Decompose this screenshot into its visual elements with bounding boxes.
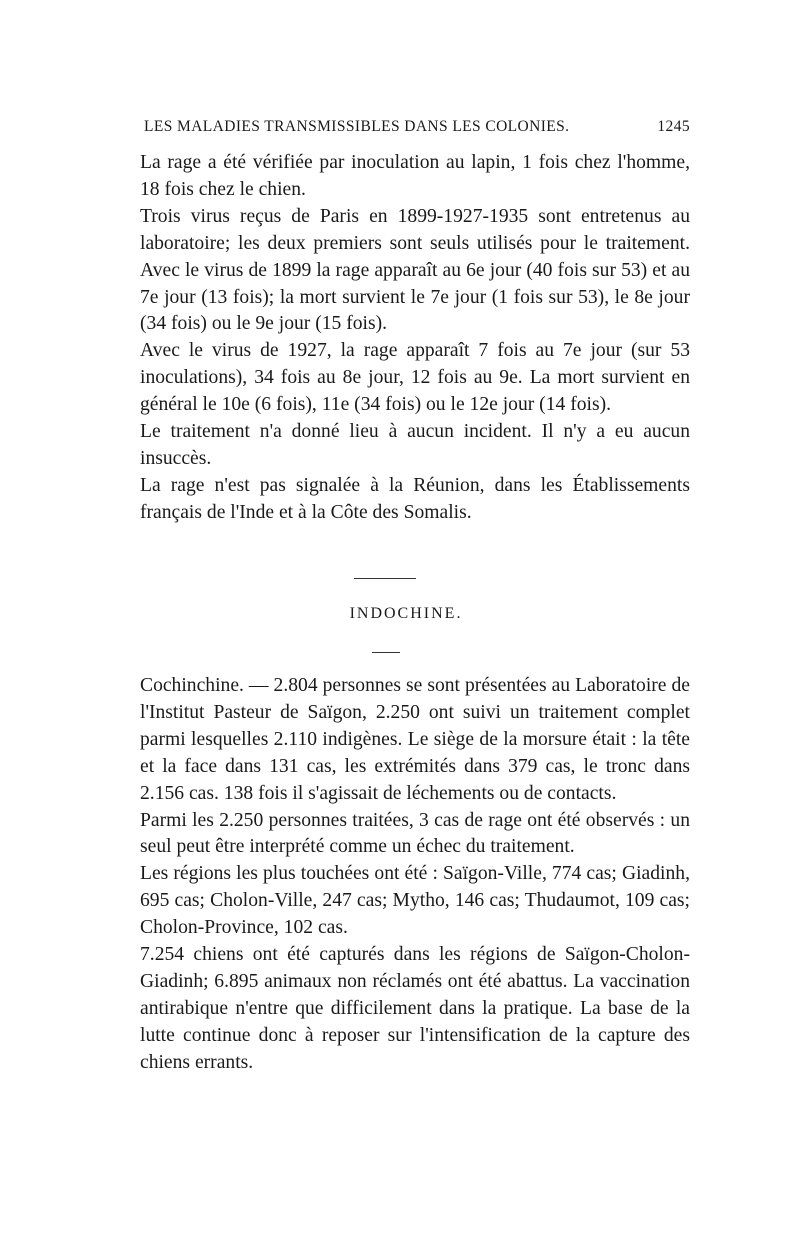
- section-divider-top: [354, 578, 416, 579]
- running-title: LES MALADIES TRANSMISSIBLES DANS LES COLONIES.: [144, 118, 570, 135]
- paragraph-treatment-outcome: Le traitement n'a donné lieu à aucun incident. Il n'y a eu aucun insuccès.: [140, 421, 690, 469]
- paragraph-not-reported: La rage n'est pas signalée à la Réunion, dans les Établissements français de l'Inde et à la Côte des Somalis.: [140, 474, 690, 523]
- paragraph-cochinchine: Cochinchine. — 2.804 personnes se sont présentées au Laboratoire de l'Institut Pasteur de Saïgon, 2.250 ont suivi un traitement complet parmi lesquelles 2.110 indigènes. Le siège de la morsure était : la tête et la face dans 131 cas, les extrémités dans 379 cas, le tronc dans 2.156 cas. 138 fois il s'agissait de léchements ou de contacts.: [140, 675, 690, 804]
- paragraph-rabies-verified: La rage a été vérifiée par inoculation au lapin, 1 fois chez l'homme, 18 fois chez le chien.: [140, 152, 690, 200]
- section-divider-bottom: [372, 652, 400, 653]
- paragraph-treated-cases: Parmi les 2.250 personnes traitées, 3 cas de rage ont été observés : un seul peut être interprété comme un échec du traitement.: [140, 809, 690, 858]
- page-number: 1245: [657, 118, 690, 135]
- rabies-report-block: [140, 150, 690, 527]
- indochina-report-block: [140, 673, 690, 1077]
- running-header: [144, 118, 690, 136]
- paragraph-virus-1927: Avec le virus de 1927, la rage apparaît 7 fois au 7e jour (sur 53 inoculations), 34 fois au 8e jour, 12 fois au 9e. La mort survient en général le 10e (6 fois), 11e (34 fois) ou le 12e jour (14 fois).: [140, 340, 690, 416]
- paragraph-dog-capture: 7.254 chiens ont été capturés dans les régions de Saïgon-Cholon-Giadinh; 6.895 animaux non réclamés ont été abattus. La vaccination antirabique n'entre que difficilement dans la pratique. La base de la lutte continue donc à reposer sur l'intensification de la capture des chiens errants.: [140, 944, 690, 1073]
- paragraph-virus-strains: Trois virus reçus de Paris en 1899-1927-1935 sont entretenus au laboratoire; les deux premiers sont seuls utilisés pour le traitement. Avec le virus de 1899 la rage apparaît au 6e jour (40 fois sur 53) et au 7e jour (13 fois); la mort survient le 7e jour (1 fois sur 53), le 8e jour (34 fois) ou le 9e jour (15 fois).: [140, 205, 690, 335]
- paragraph-regions: Les régions les plus touchées ont été : Saïgon-Ville, 774 cas; Giadinh, 695 cas; Cholon-Ville, 247 cas; Mytho, 146 cas; Thudaumot, 109 cas; Cholon-Province, 102 cas.: [140, 863, 690, 939]
- section-heading: INDOCHINE.: [349, 605, 463, 622]
